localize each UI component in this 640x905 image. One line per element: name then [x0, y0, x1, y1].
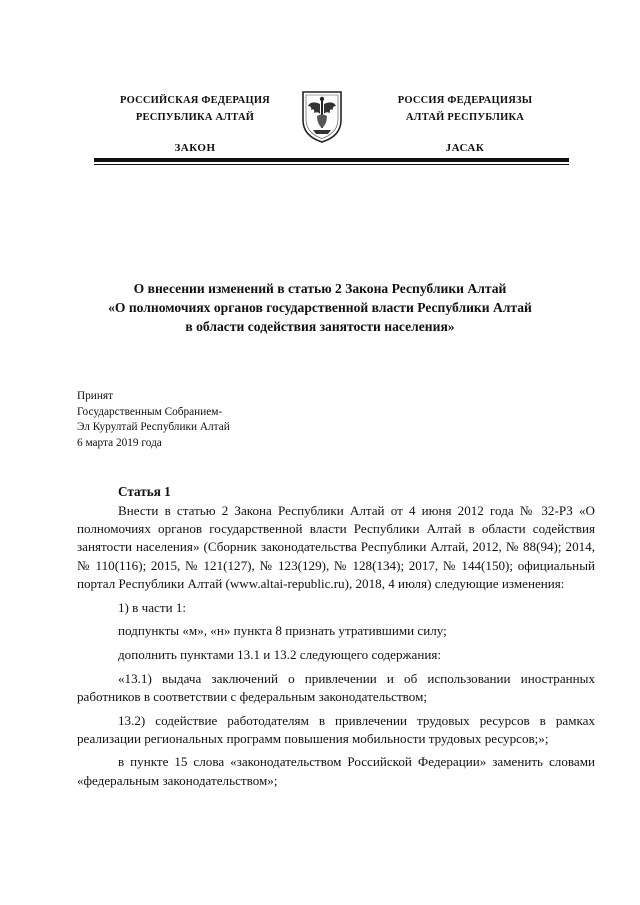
article-paragraph: в пункте 15 слова «законодательством Российской Федерации» заменить словами «федеральным законодательством»; — [77, 754, 595, 788]
article-body — [77, 502, 595, 795]
adoption-line: Эл Курултай Республики Алтай — [77, 421, 230, 434]
header-divider-thin — [94, 164, 569, 165]
article-paragraph: «13.1) выдача заключений о привлечении и об использовании иностранных работников в соответствии с федеральным законодательством; — [77, 670, 595, 704]
law-title-line: «О полномочиях органов государственной власти Республики Алтай — [108, 300, 532, 315]
article-paragraph: 13.2) содействие работодателям в привлечении трудовых ресурсов в рамках реализации региональных программ повышения мобильности трудовых ресурсов;»; — [77, 712, 595, 746]
header-left-republic: РЕСПУБЛИКА АЛТАЙ — [135, 112, 255, 123]
article-paragraph: дополнить пунктами 13.1 и 13.2 следующего содержания: — [118, 646, 442, 662]
header-right — [365, 92, 565, 157]
header-left-doc-type: ЗАКОН — [174, 142, 216, 154]
coat-of-arms-icon — [297, 86, 347, 144]
law-title-line: О внесении изменений в статью 2 Закона Республики Алтай — [133, 281, 507, 296]
law-title — [70, 279, 570, 336]
header-right-republic: АЛТАЙ РЕСПУБЛИКА — [405, 112, 525, 123]
adoption-line: Государственным Собранием- — [77, 405, 223, 418]
header-right-doc-type: JАСАК — [445, 142, 485, 154]
article-paragraph: подпункты «м», «н» пункта 8 признать утратившими силу; — [118, 623, 447, 639]
header-divider-thick — [94, 158, 569, 162]
law-title-line: в области содействия занятости населения» — [185, 319, 455, 334]
article-heading: Статья 1 — [118, 484, 171, 499]
adoption-info — [77, 389, 327, 451]
adoption-date: 6 марта 2019 года — [77, 436, 162, 449]
header-left-country: РОССИЙСКАЯ ФЕДЕРАЦИЯ — [120, 95, 270, 106]
article-paragraph: Внести в статью 2 Закона Республики Алтай от 4 июня 2012 года № 32-РЗ «О полномочиях органов государственной власти Республики Алтай в области содействия занятости населения» (Сборник законодательства Республики Алтай, 2012, № 88(94); 2014, № 110(116); 2015, № 121(127), № 123(129), № 128(134); 2017, № 144(150); официальный портал Республики Алтай (www.altai-republic.ru), 2018, 4 июля) следующие изменения: — [77, 503, 595, 591]
article-paragraph: 1) в части 1: — [118, 599, 187, 615]
adoption-line: Принят — [77, 390, 114, 402]
header-left — [95, 92, 295, 157]
header-right-country: РОССИЯ ФЕДЕРАЦИЯЗЫ — [397, 95, 533, 106]
